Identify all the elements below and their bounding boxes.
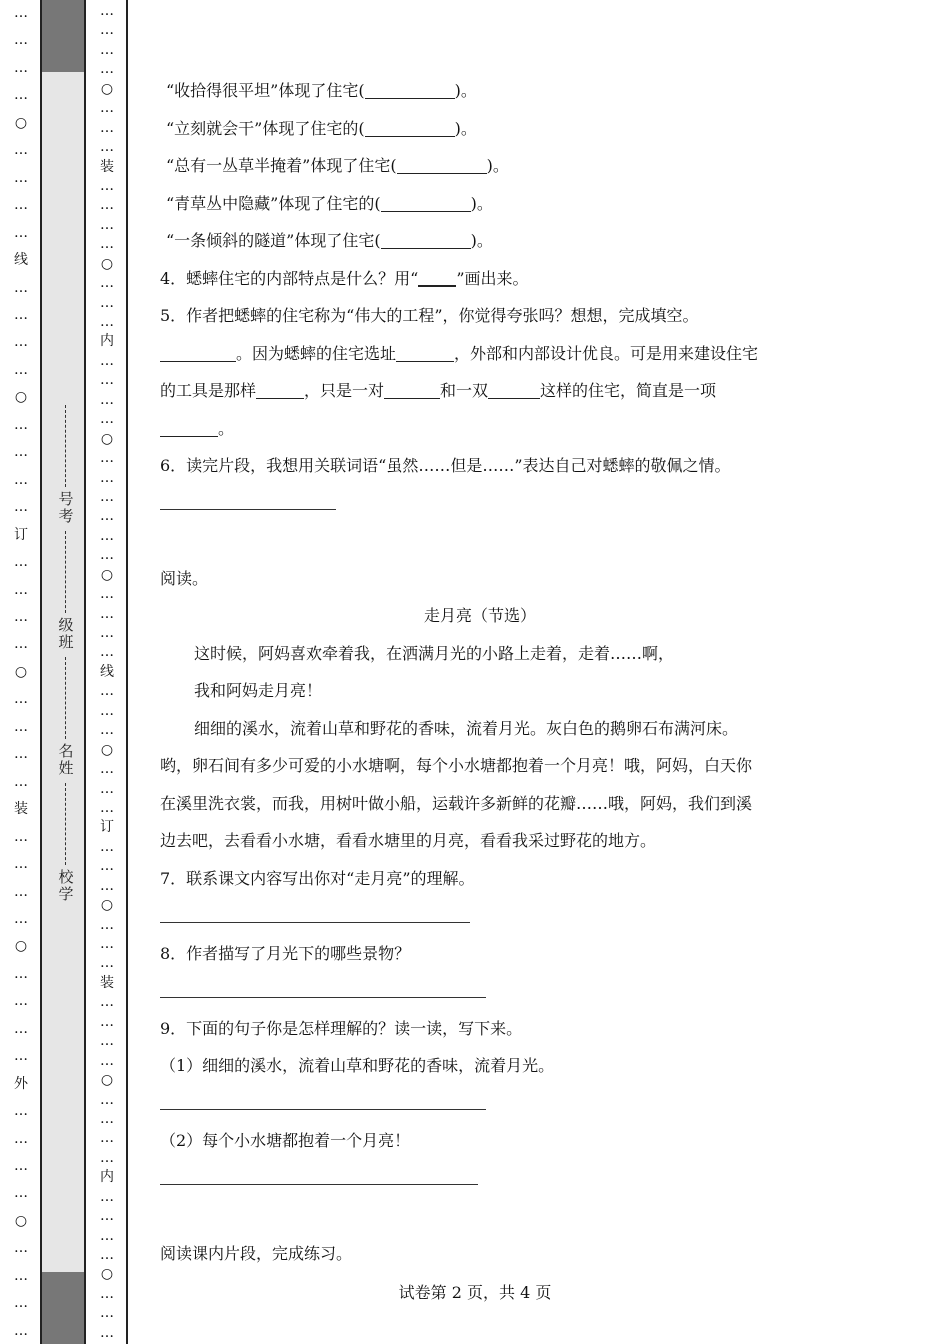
binding-mark: … [14, 554, 28, 571]
binding-mark: … [14, 5, 28, 21]
question-9: 9．下面的句子你是怎样理解的？读一读，写下来。 [160, 1018, 523, 1038]
binding-mark: … [100, 372, 114, 389]
binding-mark: … [14, 883, 28, 900]
binding-mark: … [100, 527, 114, 544]
exam-content [160, 72, 800, 1272]
binding-mark: … [14, 169, 28, 186]
answer-blank[interactable] [256, 380, 304, 399]
binding-mark: … [14, 1267, 28, 1284]
binding-mark: … [14, 334, 28, 351]
answer-line-9-1[interactable] [160, 1085, 800, 1123]
binding-mark: … [14, 608, 28, 625]
binding-mark: … [100, 119, 114, 136]
question-6: 6．读完片段，我想用关联词语“虽然……但是……”表达自己对蟋蟀的敬佩之情。 [160, 456, 731, 475]
binding-mark: … [100, 586, 114, 603]
binding-mark: … [14, 142, 28, 159]
binding-mark: … [100, 411, 114, 428]
binding-mark: … [100, 702, 114, 719]
binding-mark: … [14, 87, 28, 104]
binding-mark: … [100, 547, 114, 564]
binding-margin-outer [0, 0, 42, 1344]
binding-mark: … [100, 41, 114, 58]
binding-mark: … [100, 391, 114, 408]
answer-line-8[interactable] [160, 972, 800, 1010]
answer-blank[interactable] [160, 418, 218, 437]
question-8: 8．作者描写了月光下的哪些景物？ [160, 943, 411, 963]
fill-line-1: “收拾得很平坦”体现了住宅( )。 [166, 81, 477, 100]
question-4: 4．蟋蟀住宅的内部特点是什么？用“ ”画出来。 [160, 268, 529, 288]
question-5-fill-3: 。 [160, 410, 800, 448]
binding-mark: … [100, 1013, 114, 1030]
question-5: 5．作者把蟋蟀的住宅称为“伟大的工程”，你觉得夸张吗？想想，完成填空。 [160, 306, 699, 325]
binding-mark: 装 [100, 974, 114, 991]
binding-mark: ○ [100, 741, 114, 758]
binding-mark: … [100, 469, 114, 486]
binding-mark: … [100, 314, 114, 330]
binding-mark: … [14, 828, 28, 845]
binding-mark: … [14, 1103, 28, 1120]
reading-intro: 阅读。 [160, 568, 209, 588]
binding-mark: … [100, 1110, 114, 1127]
binding-mark: … [100, 1227, 114, 1244]
name-field: 名姓 [56, 657, 76, 777]
binding-mark: … [100, 1208, 114, 1225]
question-5-fill-2: 的工具是那样 ，只是一对 和一双 这样的住宅，简直是一项 [160, 381, 717, 400]
binding-mark: … [100, 780, 114, 797]
binding-mark: ○ [100, 430, 114, 447]
binding-mark: ○ [14, 389, 28, 406]
binding-mark: 订 [100, 819, 114, 836]
binding-mark: ○ [100, 1072, 114, 1089]
binding-mark: … [14, 773, 28, 790]
fill-line-4: “青草丛中隐藏”体现了住宅的( )。 [166, 193, 493, 213]
question-5-fill-1: 。因为蟋蟀的住宅选址 ，外部和内部设计优良。可是用来建设住宅 [160, 335, 800, 373]
answer-blank[interactable] [381, 230, 471, 249]
reading-intro-2: 阅读课内片段，完成练习。 [160, 1243, 353, 1263]
binding-mark: 内 [100, 333, 114, 350]
binding-mark: … [14, 1048, 28, 1065]
binding-mark: … [100, 488, 114, 505]
binding-mark: ○ [14, 1212, 28, 1229]
passage-paragraph-3: 细细的溪水，流着山草和野花的香味，流着月光。灰白色的鹅卵石布满河床。 [194, 718, 739, 738]
binding-mark: … [100, 1285, 114, 1302]
binding-mark: … [14, 910, 28, 927]
binding-mark: … [14, 718, 28, 735]
binding-mark: … [100, 177, 114, 194]
binding-mark: … [14, 636, 28, 653]
binding-mark: … [100, 936, 114, 952]
binding-mark: … [100, 1305, 114, 1322]
binding-mark: … [100, 858, 114, 875]
binding-margin-inner [88, 0, 128, 1344]
binding-mark: … [100, 1091, 114, 1108]
binding-mark: 装 [14, 801, 28, 818]
answer-blank[interactable] [381, 193, 471, 212]
answer-line-9-2[interactable] [160, 1160, 800, 1198]
binding-mark: … [100, 605, 114, 622]
page-footer: 试卷第 2 页，共 4 页 [398, 1283, 552, 1302]
binding-mark: 装 [100, 158, 114, 175]
binding-mark: … [14, 856, 28, 873]
binding-mark: … [100, 1188, 114, 1205]
binding-mark: 内 [100, 1169, 114, 1186]
binding-mark: … [14, 1158, 28, 1175]
binding-mark: … [100, 3, 114, 19]
binding-mark: … [100, 139, 114, 156]
binding-mark: … [14, 993, 28, 1010]
binding-mark: … [14, 1020, 28, 1037]
class-field: 级班 [56, 531, 76, 651]
binding-mark: 订 [14, 526, 28, 543]
binding-mark: ○ [14, 663, 28, 680]
binding-mark: … [100, 1052, 114, 1069]
passage-paragraph-3-cont: 边去吧，去看看小水塘，看看水塘里的月亮，看看我采过野花的地方。 [160, 831, 657, 850]
binding-mark: … [100, 955, 114, 972]
binding-mark: ○ [100, 566, 114, 583]
binding-mark: … [14, 32, 28, 49]
binding-mark: 外 [14, 1075, 28, 1092]
binding-mark: … [14, 361, 28, 378]
binding-mark: … [100, 994, 114, 1011]
answer-blank[interactable] [397, 155, 487, 174]
binding-mark: … [100, 644, 114, 661]
binding-mark: … [100, 352, 114, 369]
passage-paragraph-1: 这时候，阿妈喜欢牵着我，在洒满月光的小路上走着，走着……啊， [194, 643, 675, 663]
binding-mark: ○ [14, 938, 28, 955]
underline-sample [418, 267, 456, 287]
binding-mark: … [100, 508, 114, 525]
binding-mark: ○ [14, 114, 28, 131]
binding-mark: 线 [14, 252, 28, 269]
binding-mark: … [14, 471, 28, 488]
binding-mark: … [14, 581, 28, 598]
binding-mark: … [100, 61, 114, 78]
answer-line-7[interactable] [160, 897, 800, 935]
passage-title: 走月亮（节选） [423, 606, 536, 625]
passage-paragraph-2: 我和阿妈走月亮！ [194, 681, 323, 700]
binding-mark: … [100, 1033, 114, 1050]
passage-paragraph-3-cont: 哟，卵石间有多少可爱的小水塘啊，每个小水塘都抱着一个月亮！哦，阿妈，白天你 [160, 756, 753, 775]
binding-mark: … [100, 275, 114, 292]
binding-mark: … [14, 444, 28, 461]
binding-mark: … [14, 59, 28, 76]
question-9-item-2: （2）每个小水塘都抱着一个月亮！ [160, 1131, 411, 1150]
binding-mark: … [14, 1130, 28, 1147]
question-9-item-1: （1）细细的溪水，流着山草和野花的香味，流着月光。 [160, 1056, 555, 1075]
answer-blank[interactable] [384, 380, 440, 399]
binding-mark: … [100, 216, 114, 233]
answer-blank[interactable] [396, 343, 454, 362]
binding-mark: … [100, 197, 114, 214]
fill-line-3: “总有一丛草半掩着”体现了住宅( )。 [166, 156, 509, 175]
binding-mark: … [14, 746, 28, 763]
binding-mark: … [14, 416, 28, 433]
binding-mark: … [14, 1295, 28, 1312]
fill-line-5: “一条倾斜的隧道”体现了住宅( )。 [166, 231, 493, 250]
binding-mark: … [100, 799, 114, 816]
binding-mark: … [14, 1322, 28, 1339]
binding-mark: … [100, 1324, 114, 1341]
answer-blank[interactable] [160, 343, 236, 362]
binding-mark: … [14, 1240, 28, 1257]
binding-mark: ○ [100, 897, 114, 914]
answer-blank[interactable] [488, 380, 540, 399]
student-info-fields [56, 405, 76, 909]
binding-mark: … [14, 965, 28, 982]
binding-mark: … [14, 1185, 28, 1202]
binding-mark: … [100, 1130, 114, 1147]
binding-mark: … [100, 625, 114, 641]
binding-mark: ○ [100, 255, 114, 272]
school-field: 校学 [56, 783, 76, 903]
binding-mark: … [14, 306, 28, 323]
binding-mark: … [14, 197, 28, 214]
exam-number-field: 号考 [56, 405, 76, 525]
binding-mark: … [100, 22, 114, 39]
binding-mark: ○ [100, 80, 114, 97]
binding-mark: … [100, 838, 114, 855]
binding-mark: … [100, 1149, 114, 1166]
binding-mark: … [100, 761, 114, 778]
student-info-bar [40, 0, 86, 1344]
binding-mark: … [100, 450, 114, 467]
passage-paragraph-3-cont: 在溪里洗衣裳，而我，用树叶做小船，运载许多新鲜的花瓣……哦，阿妈，我们到溪 [160, 793, 753, 813]
answer-blank[interactable] [365, 118, 455, 137]
binding-mark: … [100, 294, 114, 311]
binding-mark: … [100, 722, 114, 739]
binding-mark: … [14, 279, 28, 296]
answer-blank[interactable] [365, 80, 455, 99]
answer-line-6[interactable] [160, 485, 800, 523]
binding-mark: … [100, 916, 114, 933]
binding-mark: … [100, 877, 114, 894]
fill-line-2: “立刻就会干”体现了住宅的( )。 [166, 118, 477, 138]
bar-cap-top [42, 0, 84, 72]
binding-mark: … [14, 224, 28, 241]
binding-mark: … [100, 1247, 114, 1263]
binding-mark: … [100, 683, 114, 700]
binding-mark: 线 [100, 663, 114, 680]
binding-mark: … [14, 499, 28, 516]
question-7: 7．联系课文内容写出你对“走月亮”的理解。 [160, 868, 475, 888]
binding-mark: … [14, 691, 28, 708]
binding-mark: ○ [100, 1266, 114, 1283]
binding-mark: … [100, 236, 114, 253]
binding-mark: … [100, 100, 114, 117]
